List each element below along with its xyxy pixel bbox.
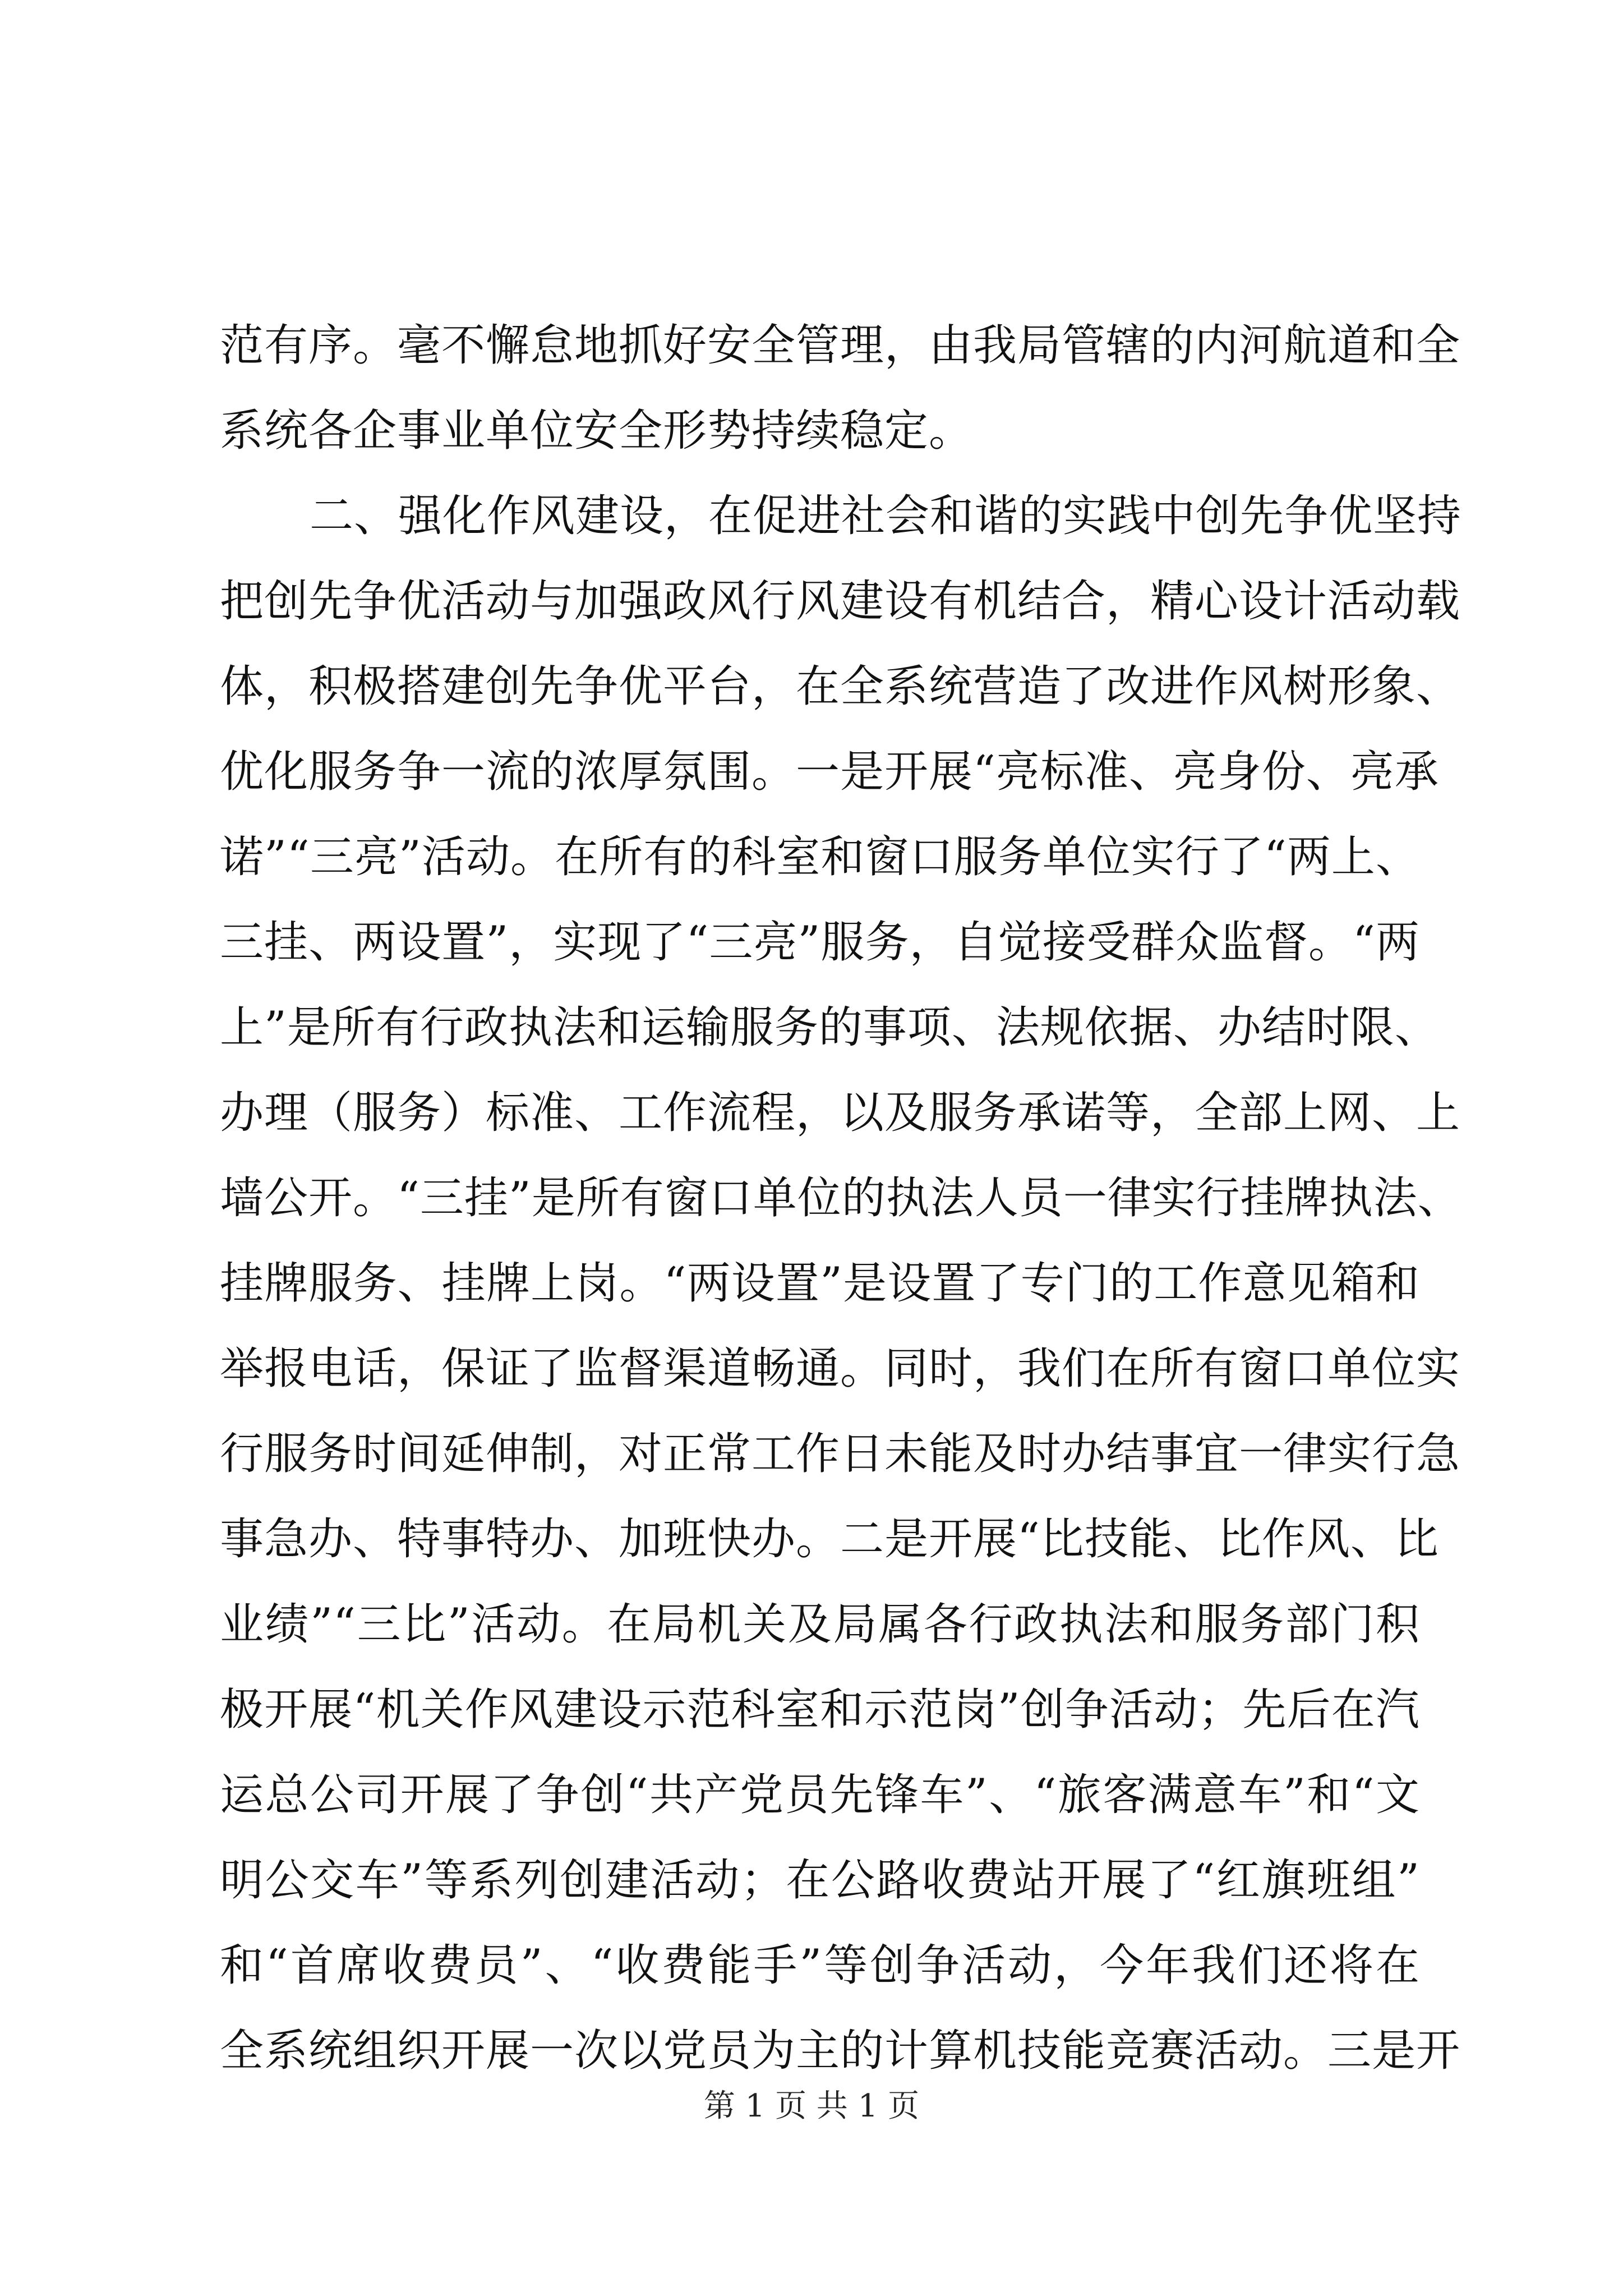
text-line: 优化服务争一流的浓厚氛围。一是开展“亮标准、亮身份、亮承 xyxy=(220,747,1439,797)
text-line: 和“首席收费员”、“收费能手”等创争活动，今年我们还将在 xyxy=(220,1940,1420,1991)
text-line: 办理（服务）标准、工作流程，以及服务承诺等，全部上网、上 xyxy=(220,1088,1461,1138)
text-line: 诺”“三亮”活动。在所有的科室和窗口服务单位实行了“两上、 xyxy=(220,832,1420,882)
text-line: 上”是所有行政执法和运输服务的事项、法规依据、办结时限、 xyxy=(220,1002,1439,1053)
text-line: 举报电话，保证了监督渠道畅通。同时，我们在所有窗口单位实 xyxy=(220,1343,1461,1394)
text-line: 事急办、特事特办、加班快办。二是开展“比技能、比作风、比 xyxy=(220,1514,1439,1565)
text-line: 业绩”“三比”活动。在局机关及局属各行政执法和服务部门积 xyxy=(220,1599,1420,1650)
text-line: 明公交车”等系列创建活动；在公路收费站开展了“红旗班组” xyxy=(220,1855,1420,1906)
document-body xyxy=(220,303,1462,2093)
text-line: 二、强化作风建设，在促进社会和谐的实践中创先争优坚持 xyxy=(310,491,1462,541)
text-line: 体，积极搭建创先争优平台，在全系统营造了改进作风树形象、 xyxy=(220,661,1461,712)
text-line: 运总公司开展了争创“共产党员先锋车”、“旅客满意车”和“文 xyxy=(220,1770,1420,1820)
page-footer: 第 1 页 共 1 页 xyxy=(703,2088,920,2124)
text-line: 挂牌服务、挂牌上岗。“两设置”是设置了专门的工作意见箱和 xyxy=(220,1258,1420,1309)
text-line: 行服务时间延伸制，对正常工作日未能及时办结事宜一律实行急 xyxy=(220,1429,1461,1479)
text-line: 全系统组织开展一次以党员为主的计算机技能竞赛活动。三是开 xyxy=(220,2026,1461,2076)
text-line: 三挂、两设置”，实现了“三亮”服务，自觉接受群众监督。“两 xyxy=(220,917,1420,968)
text-line: 范有序。毫不懈怠地抓好安全管理，由我局管辖的内河航道和全 xyxy=(220,320,1461,371)
text-line: 极开展“机关作风建设示范科室和示范岗”创争活动；先后在汽 xyxy=(220,1685,1420,1735)
text-line: 把创先争优活动与加强政风行风建设有机结合，精心设计活动载 xyxy=(220,576,1461,627)
text-line: 墙公开。“三挂”是所有窗口单位的执法人员一律实行挂牌执法、 xyxy=(220,1173,1462,1223)
text-line: 系统各企事业单位安全形势持续稳定。 xyxy=(220,406,974,456)
